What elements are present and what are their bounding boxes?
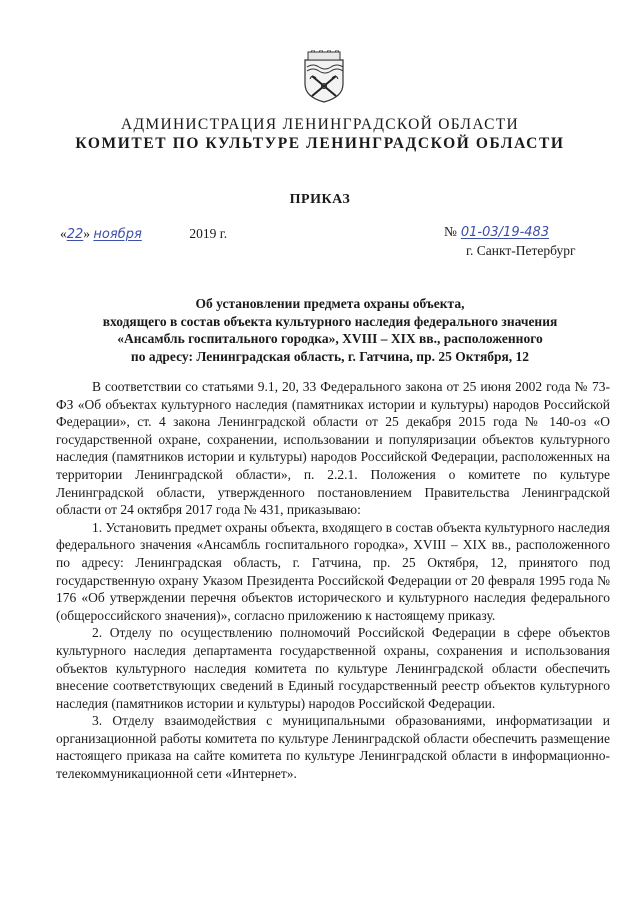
document-title [60, 295, 600, 365]
body-paragraph: 1. Установить предмет охраны объекта, входящего в состав объекта культурного наследия федерального значения «Ансамбль госпитального городка», XVIII – XIX вв., расположенного по адресу: Ленинградская область, г. Гатчина, пр. 25 Октября, 12, принятого под государственную охрану Указом Президента Российской Федерации от 20 февраля 1995 года № 176 «Об утверждении перечня объектов исторического и культурного наследия федерального (общероссийского значения)», согласно приложению к настоящему приказу. [56, 519, 610, 623]
date-day: 22 [66, 227, 84, 242]
header-administration: АДМИНИСТРАЦИЯ ЛЕНИНГРАДСКОЙ ОБЛАСТИ [121, 116, 519, 133]
number-label: № [444, 224, 457, 239]
order-date [60, 226, 227, 242]
body-paragraph: 2. Отделу по осуществлению полномочий Российской Федерации в сфере объектов культурного наследия департамента государственной охраны, сохранения и использования объектов культурного наследия комитета по культуре Ленинградской области обеспечить внесение соответствующих сведений в Единый государственный реестр объектов культурного наследия (памятников истории и культуры) народов Российской Федерации. [56, 625, 610, 711]
date-month: ноября [93, 227, 142, 242]
coat-of-arms-icon [302, 50, 346, 104]
document-body [56, 378, 610, 783]
title-line: Об установлении предмета охраны объекта, [195, 296, 465, 311]
order-number [444, 224, 601, 240]
title-line: «Ансамбль госпитального городка», XVIII – XIX вв., расположенного [117, 331, 543, 346]
header-committee: КОМИТЕТ ПО КУЛЬТУРЕ ЛЕНИНГРАДСКОЙ ОБЛАСТИ [75, 135, 565, 152]
order-city: г. Санкт-Петербург [466, 243, 576, 258]
body-paragraph: В соответствии со статьями 9.1, 20, 33 Федерального закона от 25 июня 2002 года № 73-ФЗ «Об объектах культурного наследия (памятниках истории и культуры) народов Российской Федерации», ст. 4 закона Ленинградской области от 25 декабря 2015 года № 140-оз «О государственной охране, сохранении, использовании и популяризации объектов культурного наследия (памятников истории и культуры) народов Российской Федерации, расположенных на территории Ленинградской области», п. 2.2.1. Положения о комитете по культуре Ленинградской области, утвержденного постановлением Правительства Ленинградской области от 24 октября 2017 года № 431, приказываю: [56, 379, 610, 518]
title-line: по адресу: Ленинградская область, г. Гатчина, пр. 25 Октября, 12 [130, 348, 530, 364]
date-quote-open: « [60, 226, 67, 241]
number-value: 01-03/19-483 [460, 225, 550, 240]
body-paragraph: 3. Отделу взаимодействия с муниципальными образованиями, информатизации и организационной работы комитета по культуре Ленинградской области обеспечить размещение настоящего приказа на сайте комитета по культуре Ленинградской области в информационно-телекоммуникационной сети «Интернет». [56, 713, 610, 782]
order-title: ПРИКАЗ [289, 192, 351, 207]
title-line: входящего в состав объекта культурного наследия федерального значения [102, 313, 558, 329]
date-year: 2019 г. [189, 226, 228, 241]
date-quote-close: » [83, 226, 91, 241]
